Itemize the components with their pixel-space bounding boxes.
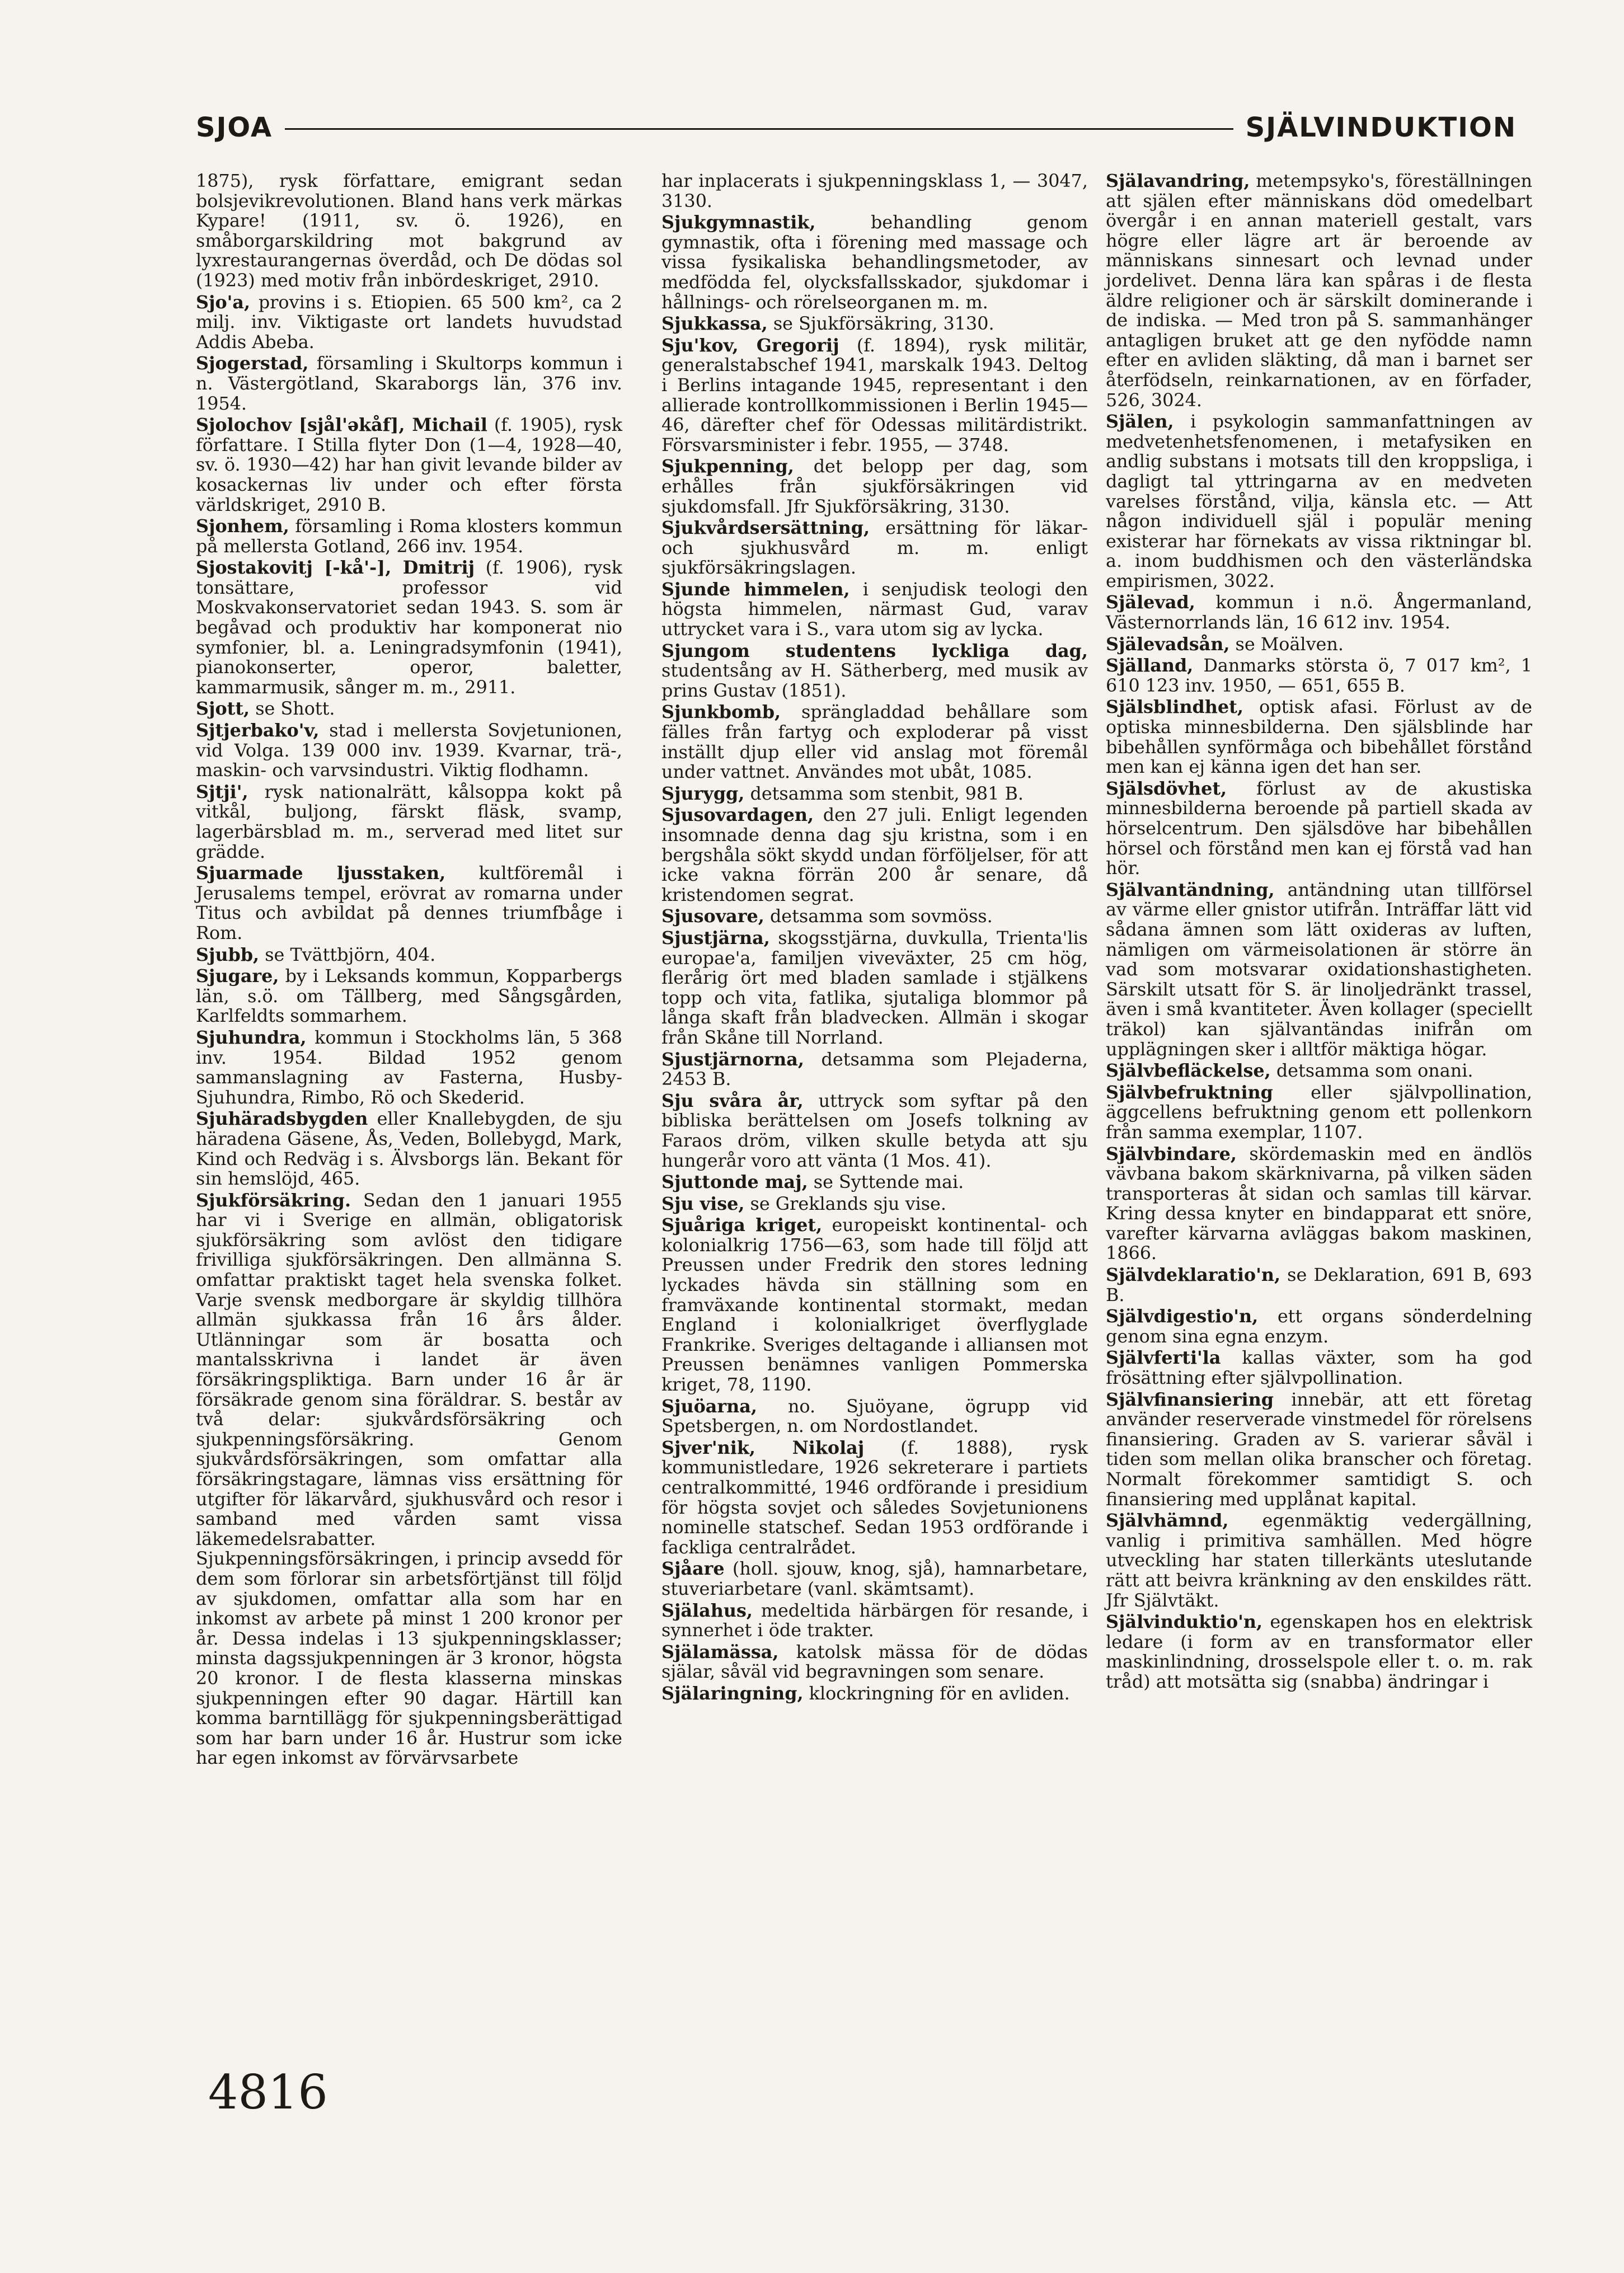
entry-headword: Sjtjerbako'v, (196, 720, 320, 741)
column-1 (196, 171, 622, 1770)
entry-text: uttryck som syftar på den bibliska berättelsen om Josefs tolkning av Faraos dröm, vilken skulle betyda att sju hungerår voro att vänta (1 Mos. 41). (661, 1090, 1088, 1171)
entry-text: (f. 1894), rysk militär, generalstabschef 1941, marskalk 1943. Deltog i Berlins intagande 1945, representant i den allierade kontrollkommissionen i Berlin 1945—46, därefter chef för Odessas militärdistrikt. Försvarsminister i febr. 1955, — 3748. (661, 335, 1088, 455)
entry-headword: Sjuöarna, (661, 1396, 757, 1417)
entry-headword: Sju svåra år, (661, 1090, 804, 1111)
entry-headword: Sjott, (196, 698, 250, 720)
dictionary-entry (661, 1397, 1088, 1436)
entry-headword: Sjusovardagen, (661, 805, 814, 826)
entry-headword: Självbefläckelse, (1106, 1060, 1271, 1082)
dictionary-entry (661, 1559, 1088, 1599)
dictionary-entry (661, 1642, 1088, 1682)
entry-text: kommun i Stockholms län, 5 368 inv. 1954. Bildad 1952 genom sammanslagning av Fasterna, Husby-Sjuhundra, Rimbo, Rö och Skederid. (196, 1027, 622, 1108)
entry-headword: Sjukpenning, (661, 456, 794, 477)
header-left-word: SJOA (196, 112, 273, 143)
dictionary-entry (1106, 412, 1532, 591)
entry-text: detsamma som stenbit, 981 B. (750, 783, 1024, 804)
dictionary-entry (196, 354, 622, 414)
entry-text: ersättning för läkar- och sjukhusvård m. m. enligt sjukförsäkringslagen. (661, 518, 1088, 579)
entry-text: stad i mellersta Sovjetunionen, vid Volga. 139 000 inv. 1939. Kvarnar, trä-, maskin- och varvsindustri. Viktig flodhamn. (196, 720, 623, 781)
entry-text: optisk afasi. Förlust av de optiska minnesbilderna. Den själsblinde har bibehållen synförmåga och bibehållet förstånd men kan ej känna igen det han ser. (1106, 697, 1532, 778)
entry-headword: Sjogerstad, (196, 353, 309, 374)
entry-headword: Sjostakovitj [-kå'-], Dmitrij (196, 557, 475, 579)
entry-headword: Sjver'nik, Nikolaj (661, 1437, 865, 1458)
entry-headword: Sjuhäradsbygden (196, 1109, 368, 1130)
entry-headword: Själahus, (661, 1600, 753, 1621)
entry-headword: Sjonhem, (196, 516, 289, 537)
dictionary-entry (196, 1191, 622, 1768)
entry-headword: Själsdövhet, (1106, 778, 1227, 799)
entry-headword: Sjuarmade ljusstaken, (196, 863, 446, 884)
entry-text: kultföremål i Jerusalems tempel, erövrat av romarna under Titus och avbildat på dennes triumfbåge i Rom. (196, 863, 622, 943)
dictionary-entry (1106, 697, 1532, 777)
dictionary-entry (196, 721, 622, 781)
dictionary-entry (1106, 1390, 1532, 1510)
entry-text: studentsång av H. Sätherberg, med musik av prins Gustav (1851). (661, 660, 1088, 701)
entry-headword: Sjuåriga kriget, (661, 1215, 823, 1236)
entry-headword: Sjugare, (196, 966, 279, 987)
entry-headword: Självantändning, (1106, 879, 1275, 900)
entry-headword: Sjukvårdsersättning, (661, 518, 870, 539)
dictionary-entry (661, 805, 1088, 905)
entry-headword: Själevad, (1106, 592, 1195, 613)
entry-headword: Sjungom studentens lyckliga dag, (661, 640, 1088, 661)
entry-text: se Tvättbjörn, 404. (265, 944, 436, 965)
entry-text: kallas växter, som ha god frösättning efter självpollination. (1106, 1347, 1532, 1389)
dictionary-entry (661, 1172, 1088, 1192)
entry-text: kommun i n.ö. Ångermanland, Västernorrlands län, 16 612 inv. 1954. (1106, 592, 1533, 633)
entry-headword: Sjukkassa, (661, 313, 768, 335)
dictionary-entry (661, 702, 1088, 782)
entry-text: (f. 1888), rysk kommunistledare, 1926 sekreterare i partiets centralkommitté, 1946 ordförande i presidium för högsta sovjet och således Sovjetunionens nominelle statschef. Sedan 1953 ordförande i fackliga centralrådet. (661, 1437, 1088, 1558)
entry-headword: Självdeklaratio'n, (1106, 1265, 1281, 1286)
entry-text: sprängladdad behållare som fälles från fartyg och exploderar på visst inställt djup eller vid anslag mot föremål under vattnet. Användes mot ubåt, 1085. (661, 702, 1088, 783)
entry-text: detsamma som sovmöss. (769, 906, 993, 927)
dictionary-entry (661, 1684, 1088, 1704)
dictionary-entry (661, 784, 1088, 804)
entry-headword: Sju'kov, Gregorij (661, 335, 839, 356)
dictionary-entry (1106, 1307, 1532, 1346)
dictionary-entry (661, 641, 1088, 701)
entry-headword: Sjuttonde maj, (661, 1172, 808, 1193)
dictionary-entry (1106, 1144, 1532, 1264)
entry-text: församling i Skultorps kommun i n. Västergötland, Skaraborgs län, 376 inv. 1954. (196, 353, 623, 414)
entry-headword: Självdigestio'n, (1106, 1306, 1259, 1327)
entry-text: ett organs sönderdelning genom sina egna enzym. (1106, 1306, 1533, 1347)
dictionary-entry (1106, 880, 1532, 1059)
dictionary-entry (196, 966, 622, 1026)
entry-text: europeiskt kontinental- och kolonialkrig 1756—63, som hade till följd att Preussen under Fredrik den stores ledning lyckades hävda sin ställning som en framväxande kontinental stormakt, medan England i kolonialkriget överflyglade Frankrike. Sveriges deltagande i alliansen mot Preussen benämnes vanligen Pommerska kriget, 78, 1190. (661, 1215, 1088, 1396)
entry-text: i senjudisk teologi den högsta himmelen, närmast Gud, varav uttrycket vara i S., vara utom sig av lycka. (661, 579, 1088, 640)
dictionary-entry (1106, 779, 1532, 879)
dictionary-entry (661, 1438, 1088, 1558)
entry-text: skördemaskin med en ändlös vävbana bakom skärknivarna, på vilken säden transporteras åt sidan och samlas till kärvar. Kring dessa knyter en bindapparat ett snöre, varefter kärvarna avläggas bakom maskinen, 1866. (1106, 1143, 1532, 1264)
entry-text: behandling genom gymnastik, ofta i förening med massage och vissa fysikaliska behandlingsmetoder, av medfödda fel, olycksfallsskador, sjukdomar i hållnings- och rörelseorganen m. m. (661, 212, 1088, 313)
entry-text: klockringning för en avliden. (809, 1683, 1070, 1704)
entry-headword: Sjo'a, (196, 292, 251, 313)
dictionary-entry (1106, 1511, 1532, 1610)
dictionary-entry (196, 1028, 622, 1107)
entry-headword: Självbefruktning (1106, 1082, 1273, 1103)
entry-text: se Greklands sju vise. (750, 1193, 946, 1214)
entry-text: detsamma som onani. (1276, 1060, 1473, 1082)
entry-headword: Sju vise, (661, 1193, 745, 1214)
dictionary-entry (661, 928, 1088, 1048)
entry-headword: Själevadsån, (1106, 633, 1230, 655)
dictionary-entry (661, 1215, 1088, 1394)
entry-text: medeltida härbärgen för resande, i synnerhet i öde trakter. (661, 1600, 1088, 1641)
entry-text: detsamma som Plejaderna, 2453 B. (661, 1049, 1088, 1090)
column-3 (1106, 171, 1532, 1694)
entry-text: 1875), rysk författare, emigrant sedan bolsjevikrevolutionen. Bland hans verk märkas Kypare! (1911, sv. ö. 1926), en småborgarskildring mot bakgrund av lyxrestaurangernas överdåd, och De dödas sol (1923) med motiv från inbördeskriget, 2910. (196, 171, 622, 291)
entry-text: församling i Roma klosters kommun på mellersta Gotland, 266 inv. 1954. (196, 516, 622, 557)
entry-text: egenmäktig vedergällning, vanlig i primitiva samhällen. Med högre utveckling har staten tillerkänts uteslutande rätt att beivra kränkning av den enskildes rätt. Jfr Självtäkt. (1106, 1510, 1532, 1611)
dictionary-entry (196, 415, 622, 515)
entry-headword: Sjukgymnastik, (661, 212, 816, 233)
entry-headword: Sjusovare, (661, 906, 764, 927)
entry-headword: Självhämnd, (1106, 1510, 1229, 1532)
dictionary-entry (196, 558, 622, 697)
entry-headword: Sjukförsäkring. (196, 1190, 351, 1211)
entry-text: Sedan den 1 januari 1955 har vi i Sverige en allmän, obligatorisk sjukförsäkring som avlöst den tidigare frivilliga sjukförsäkringen. Den allmänna S. omfattar praktiskt taget hela svenska folket. Varje svensk medborgare är skyldig tillhöra allmän sjukkassa från 16 års ålder. Utlänningar som är bosatta och mantalsskrivna i landet är även försäkringspliktiga. Barn under 16 år är försäkrade genom sina föräldrar. S. består av två delar: sjukvårdsförsäkring och sjukpenningsförsäkring. Genom sjukvårdsförsäkringen, som omfattar alla försäkringstagare, lämnas viss ersättning för utgifter för läkarvård, sjukhusvård och resor i samband med vården samt vissa läkemedelsrabatter. Sjukpenningsförsäkringen, i princip avsedd för dem som förlorar sin arbetsförtjänst till följd av sjukdomen, omfattar alla som har en inkomst av arbete på minst 1 200 kronor per år. Dessa indelas i 13 sjukpenningsklasser; minsta dagssjukpenningen är 3 kronor, högsta 20 kronor. I de flesta klasserna minskas sjukpenningen efter 90 dagar. Härtill kan komma barntillägg för sjukpenningsberättigad som har barn under 16 år. Hustrur som icke har egen inkomst av förvärvsarbete (196, 1190, 622, 1769)
entry-text: skogsstjärna, duvkulla, Trienta'lis europae'a, familjen viveväxter, 25 cm hög, flerårig ört med bladen samlade i stjälkens topp och vita, fatlika, sjutaliga blommor på långa skaft från bladvecken. Allmän i skogar från Skåne till Norrland. (661, 927, 1088, 1048)
dictionary-entry (1106, 593, 1532, 632)
entry-headword: Själavandring, (1106, 171, 1250, 191)
entry-headword: Själland, (1106, 655, 1194, 677)
dictionary-entry (196, 171, 622, 291)
running-header (196, 107, 1517, 148)
dictionary-entry (661, 171, 1088, 211)
entry-headword: Sjolochov [sjål'əkåf], Michail (196, 415, 487, 436)
entry-headword: Sjtji', (196, 781, 248, 802)
dictionary-entry (1106, 1083, 1532, 1143)
entry-text: innebär, att ett företag använder reserverade vinstmedel för rörelsens finansiering. Graden av S. varierar såväl i tiden som mellan olika branscher och företag. Normalt förekommer samtidigt S. och finansiering med upplånat kapital. (1106, 1389, 1533, 1510)
dictionary-entry (1106, 1265, 1532, 1305)
entry-text: i psykologin sammanfattningen av medvetenhetsfenomenen, i metafysiken en andlig substans i motsats till den kroppsliga, i dagligt tal yttringarna av en medveten varelses förstånd, vilja, känsla etc. — Att någon individuell själ i populär mening existerar har förnekats av vissa riktningar bl. a. inom buddhismen och den västerländska empirismen, 3022. (1106, 411, 1533, 591)
dictionary-entry (661, 1050, 1088, 1089)
entry-headword: Sjubb, (196, 944, 260, 965)
entry-headword: Sjåare (661, 1558, 725, 1580)
dictionary-entry (196, 1109, 622, 1189)
dictionary-entry (196, 516, 622, 556)
header-rule (285, 128, 1233, 130)
entry-text: rysk nationalrätt, kålsoppa kokt på vitkål, buljong, färskt fläsk, svamp, lagerbärsblad m. m., serverad med litet sur grädde. (196, 781, 622, 862)
dictionary-entry (661, 336, 1088, 455)
entry-text: Danmarks största ö, 7 017 km², 1 610 123 inv. 1950, — 651, 655 B. (1106, 655, 1532, 696)
entry-headword: Sjunde himmelen, (661, 579, 850, 600)
dictionary-entry (1106, 656, 1532, 696)
entry-text: metempsyko's, föreställningen att själen efter människans död omedelbart övergår i en annan materiell gestalt, vars högre eller lägre art är beroende av människans sinnesart och levnad under jordelivet. Denna lära kan spåras i de flesta äldre religioner och är särskilt dominerande i de indiska. — Med tron på S. sammanhänger antagligen bruket att ge den nyfödde namn efter en avliden släkting, då man i barnet ser återfödseln, reinkarnationen, av en förfader, 526, 3024. (1106, 171, 1532, 411)
entry-text: se Moälven. (1235, 633, 1344, 655)
entry-text: (f. 1905), rysk författare. I Stilla flyter Don (1—4, 1928—40, sv. ö. 1930—42) har han givit levande bilder av kosackernas liv under och efter första världskriget, 2910 B. (196, 415, 622, 515)
entry-text: katolsk mässa för de dödas själar, såväl vid begravningen som senare. (661, 1641, 1088, 1683)
entry-headword: Sjunkbomb, (661, 702, 781, 723)
dictionary-entry (196, 945, 622, 965)
dictionary-entry (1106, 635, 1532, 655)
entry-headword: Själaringning, (661, 1683, 804, 1704)
dictionary-entry (661, 457, 1088, 516)
entry-text: se Shott. (255, 698, 335, 720)
dictionary-entry (196, 699, 622, 719)
entry-text: se Deklaration, 691 B, 693 B. (1106, 1265, 1533, 1305)
entry-text: antändning utan tillförsel av värme eller gnistor utifrån. Inträffar lätt vid sådana ämnen som lätt oxideras av luften, nämligen om värmeisolationen är större än vad som motsvarar oxidationshastigheten. Särskilt utsatt för S. är linoljedränkt trassel, även i små kvantiteter. Även kollager (speciellt träkol) kan självantändas inifrån om upplägningen sker i alltför mäktiga högar. (1106, 879, 1532, 1060)
dictionary-entry (661, 314, 1088, 334)
entry-text: har inplacerats i sjukpenningsklass 1, — 3047, 3130. (661, 171, 1088, 212)
page-number: 4816 (208, 2065, 328, 2120)
entry-headword: Sjustjärna, (661, 927, 770, 948)
dictionary-entry (661, 518, 1088, 578)
dictionary-entry (196, 782, 622, 862)
entry-headword: Själsblindhet, (1106, 697, 1243, 718)
dictionary-entry (661, 1601, 1088, 1641)
entry-headword: Självfinansiering (1106, 1389, 1274, 1410)
column-2 (661, 171, 1088, 1706)
dictionary-entry (661, 213, 1088, 312)
entry-headword: Självbindare, (1106, 1143, 1237, 1164)
entry-text: förlust av de akustiska minnesbilderna beroende på partiell skada av hörselcentrum. Den själsdöve har bibehållen hörsel och förstånd men kan ej förstå vad han hör. (1106, 778, 1533, 879)
dictionary-entry (1106, 171, 1532, 410)
entry-text: det belopp per dag, som erhålles från sjukförsäkringen vid sjukdomsfall. Jfr Sjukförsäkring, 3130. (661, 456, 1088, 517)
entry-text: se Syttende mai. (813, 1172, 964, 1193)
entry-text: (holl. sjouw, knog, sjå), hamnarbetare, stuveriarbetare (vanl. skämtsamt). (661, 1558, 1088, 1599)
entry-headword: Sjurygg, (661, 783, 745, 804)
dictionary-entry (1106, 1061, 1532, 1081)
dictionary-entry (661, 580, 1088, 640)
entry-text: se Sjukförsäkring, 3130. (773, 313, 994, 335)
entry-text: no. Sjuöyane, ögrupp vid Spetsbergen, n. om Nordostlandet. (661, 1396, 1088, 1437)
header-right-word: SJÄLVINDUKTION (1245, 112, 1517, 143)
dictionary-entry (1106, 1348, 1532, 1388)
entry-text: eller självpollination, äggcellens befruktning genom ett pollenkorn från samma exemplar, 1107. (1106, 1082, 1532, 1143)
entry-text: eller Knallebygden, de sju häradena Gäsene, Ås, Veden, Bollebygd, Mark, Kind och Redväg i s. Älvsborgs län. Bekant för sin hemslöjd, 465. (196, 1109, 623, 1190)
entry-text: den 27 juli. Enligt legenden insomnade denna dag sju kristna, som i en bergshåla sökt skydd undan förföljelser, för att icke vakna förrän 200 år senare, då kristendomen segrat. (661, 805, 1088, 905)
dictionary-entry (1106, 1612, 1532, 1692)
dictionary-entry (196, 863, 622, 943)
entry-headword: Sjuhundra, (196, 1027, 307, 1048)
dictionary-entry (661, 907, 1088, 927)
entry-text: provins i s. Etiopien. 65 500 km², ca 2 milj. inv. Viktigaste ort landets huvudstad Addis Abeba. (196, 292, 622, 353)
entry-headword: Självferti'la (1106, 1347, 1221, 1369)
entry-text: egenskapen hos en elektrisk ledare (i form av en transformator eller maskinlindning, drosselspole eller t. o. m. rak tråd) att motsätta sig (snabba) ändringar i (1106, 1612, 1532, 1692)
dictionary-entry (196, 293, 622, 353)
entry-headword: Sjustjärnorna, (661, 1049, 804, 1070)
dictionary-entry (661, 1194, 1088, 1214)
entry-headword: Själamässa, (661, 1641, 779, 1663)
entry-text: (f. 1906), rysk tonsättare, professor vid Moskvakonservatoriet sedan 1943. S. som är begåvad och produktiv har komponerat nio symfonier, bl. a. Leningradsymfonin (1941), pianokonserter, operor, baletter, kammarmusik, sånger m. m., 2911. (196, 557, 622, 698)
entry-headword: Själen, (1106, 411, 1174, 433)
dictionary-entry (661, 1091, 1088, 1171)
entry-text: by i Leksands kommun, Kopparbergs län, s.ö. om Tällberg, med Sångsgården, Karlfeldts sommarhem. (196, 966, 622, 1027)
entry-headword: Självinduktio'n, (1106, 1612, 1263, 1633)
